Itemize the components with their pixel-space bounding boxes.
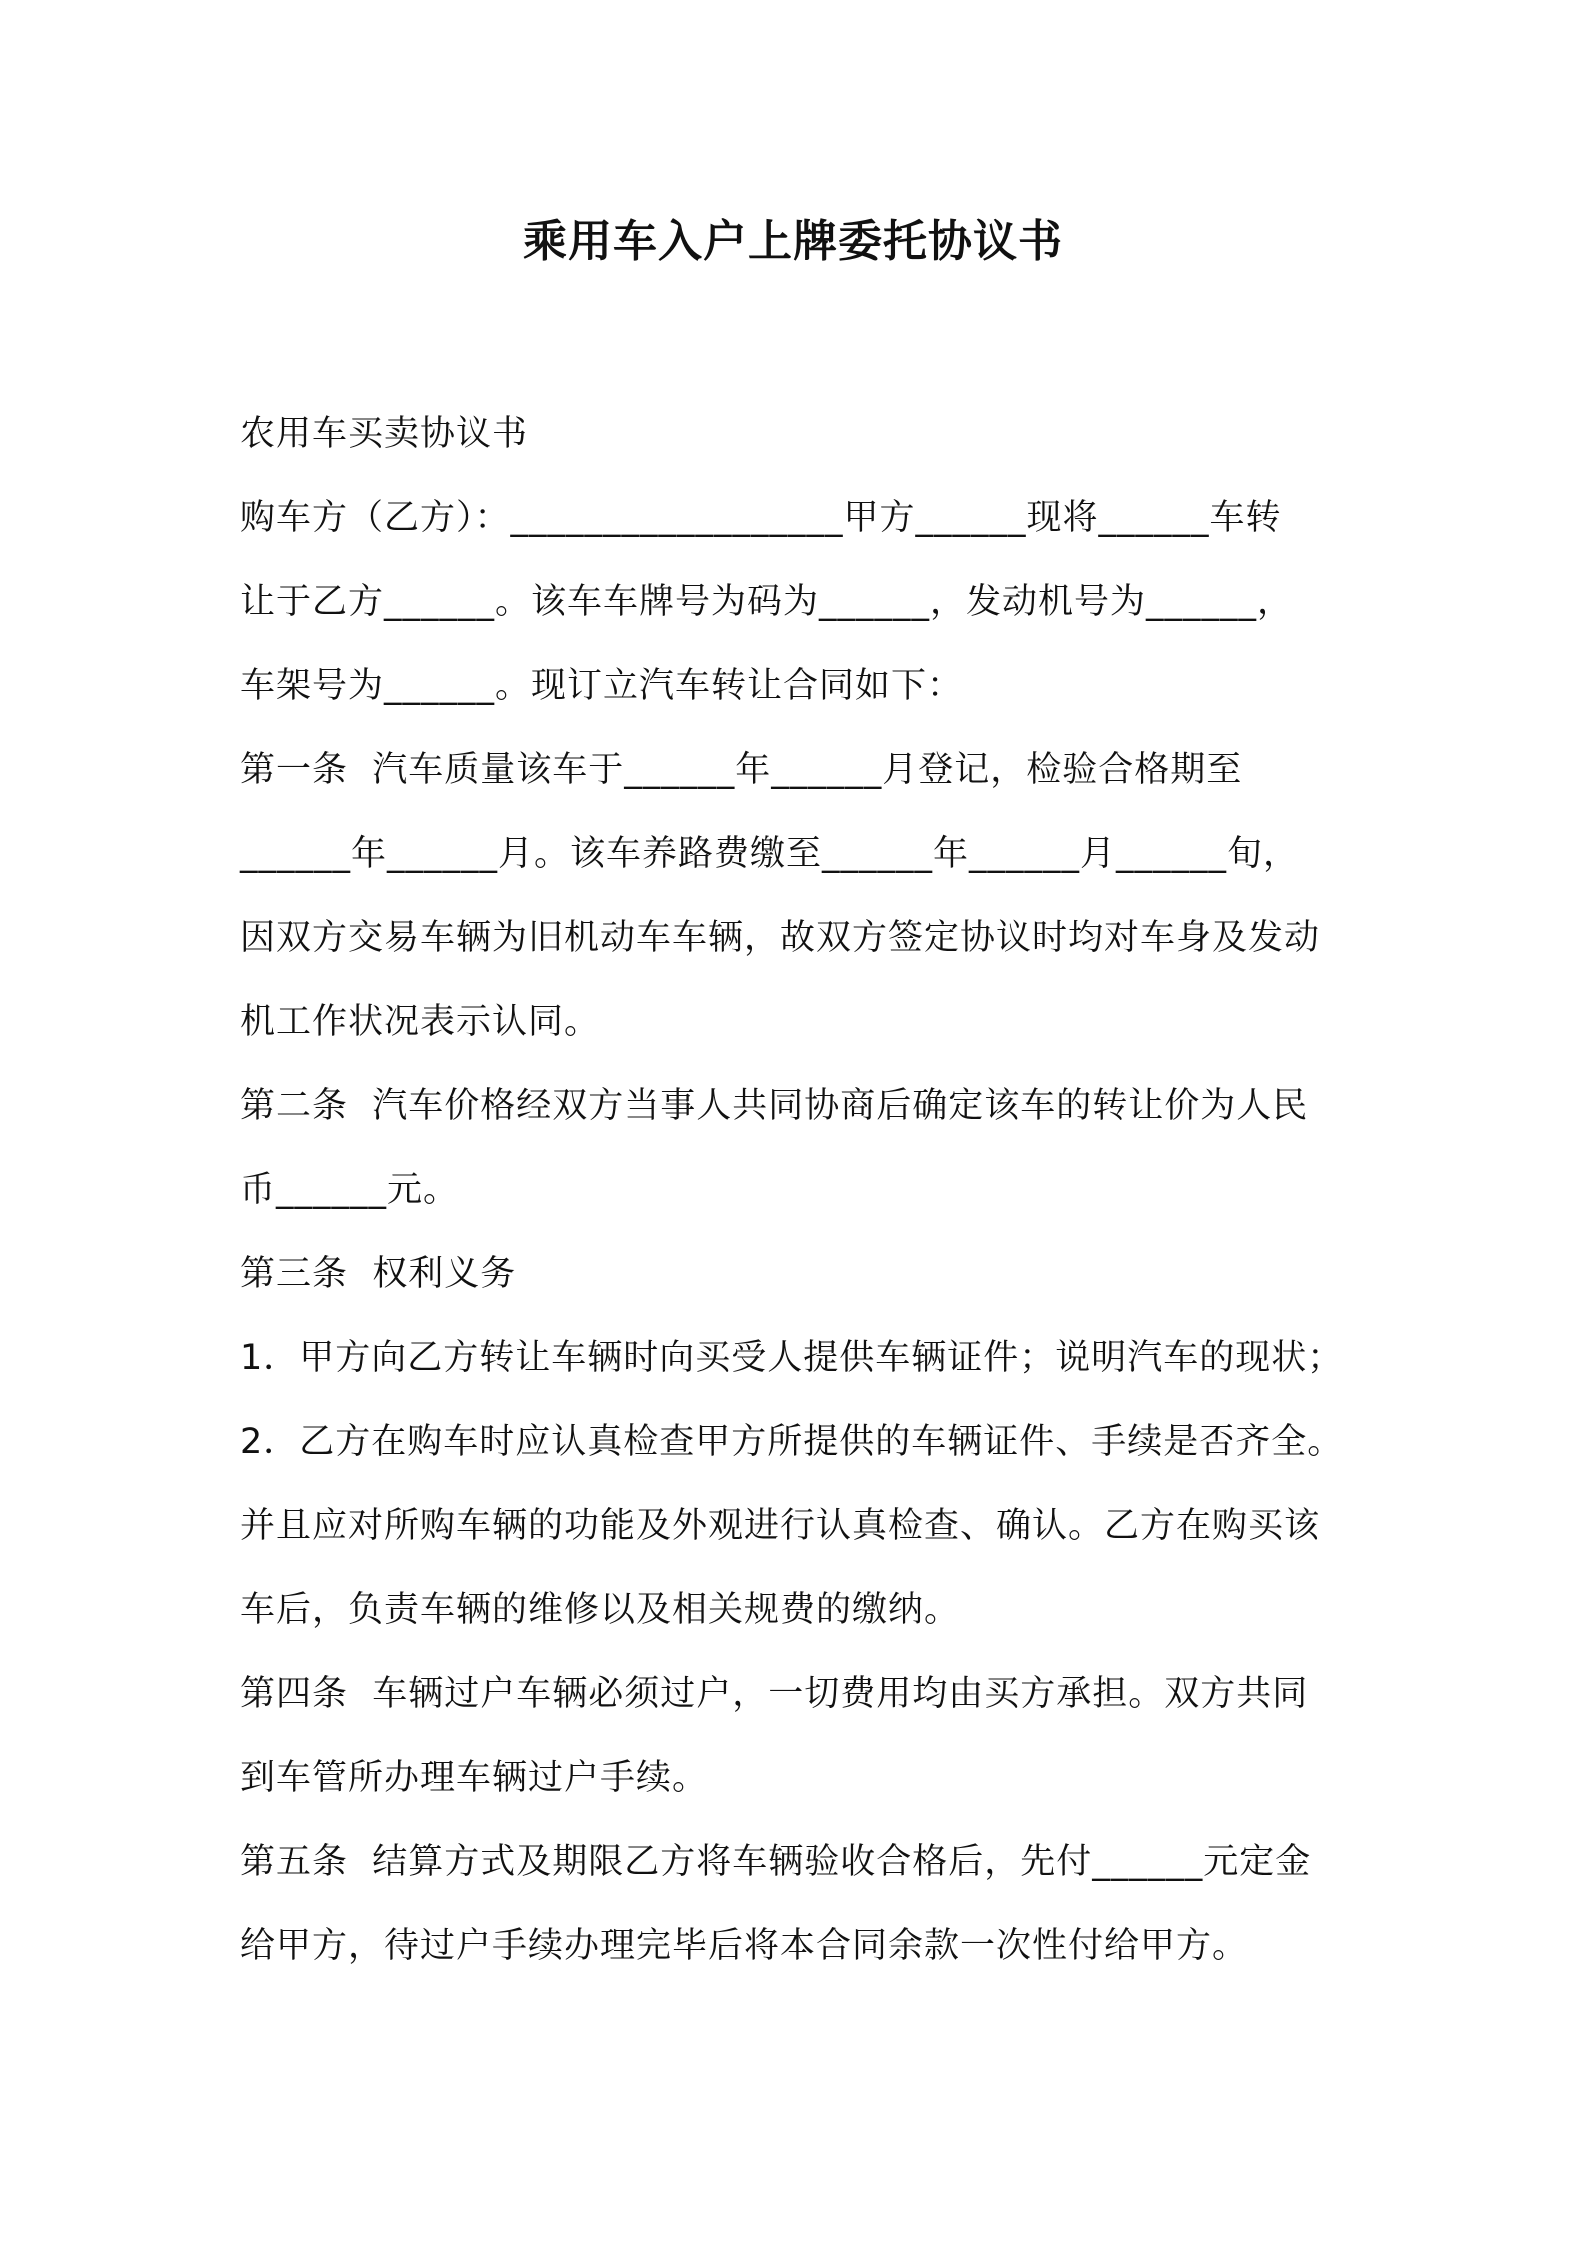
- paragraph-line: 第五条 结算方式及期限乙方将车辆验收合格后，先付______元定金: [240, 1842, 1312, 1882]
- paragraph-line: 1．甲方向乙方转让车辆时向买受人提供车辆证件；说明汽车的现状；: [240, 1338, 1344, 1378]
- document-body: [240, 408, 1370, 2004]
- paragraph-line: 给甲方，待过户手续办理完毕后将本合同余款一次性付给甲方。: [240, 1926, 1249, 1966]
- paragraph-line: ______年______月。该车养路费缴至______年______月______旬，: [240, 834, 1300, 874]
- paragraph-line: 第二条 汽车价格经双方当事人共同协商后确定该车的转让价为人民: [240, 1086, 1309, 1126]
- paragraph-line: 机工作状况表示认同。: [240, 1002, 601, 1042]
- paragraph-line: 并且应对所购车辆的功能及外观进行认真检查、确认。乙方在购买该: [240, 1506, 1321, 1546]
- paragraph-line: 购车方（乙方）：__________________甲方______现将______车转: [240, 498, 1282, 538]
- paragraph-line: 因双方交易车辆为旧机动车车辆，故双方签定协议时均对车身及发动: [240, 918, 1321, 958]
- paragraph-line: 让于乙方______。该车车牌号为码为______，发动机号为______，: [240, 582, 1294, 622]
- document-title: 乘用车入户上牌委托协议书: [523, 216, 1063, 267]
- paragraph-line: 2．乙方在购车时应认真检查甲方所提供的车辆证件、手续是否齐全。: [240, 1422, 1344, 1462]
- paragraph-line: 第一条 汽车质量该车于______年______月登记，检验合格期至: [240, 750, 1243, 790]
- paragraph-line: 农用车买卖协议书: [240, 414, 529, 454]
- paragraph-line: 币______元。: [240, 1170, 460, 1210]
- paragraph-line: 车架号为______。现订立汽车转让合同如下：: [240, 666, 964, 706]
- paragraph-line: 到车管所办理车辆过户手续。: [240, 1758, 709, 1798]
- paragraph-line: 第四条 车辆过户车辆必须过户，一切费用均由买方承担。双方共同: [240, 1674, 1309, 1714]
- paragraph-line: 车后，负责车辆的维修以及相关规费的缴纳。: [240, 1590, 961, 1630]
- paragraph-line: 第三条 权利义务: [240, 1254, 517, 1294]
